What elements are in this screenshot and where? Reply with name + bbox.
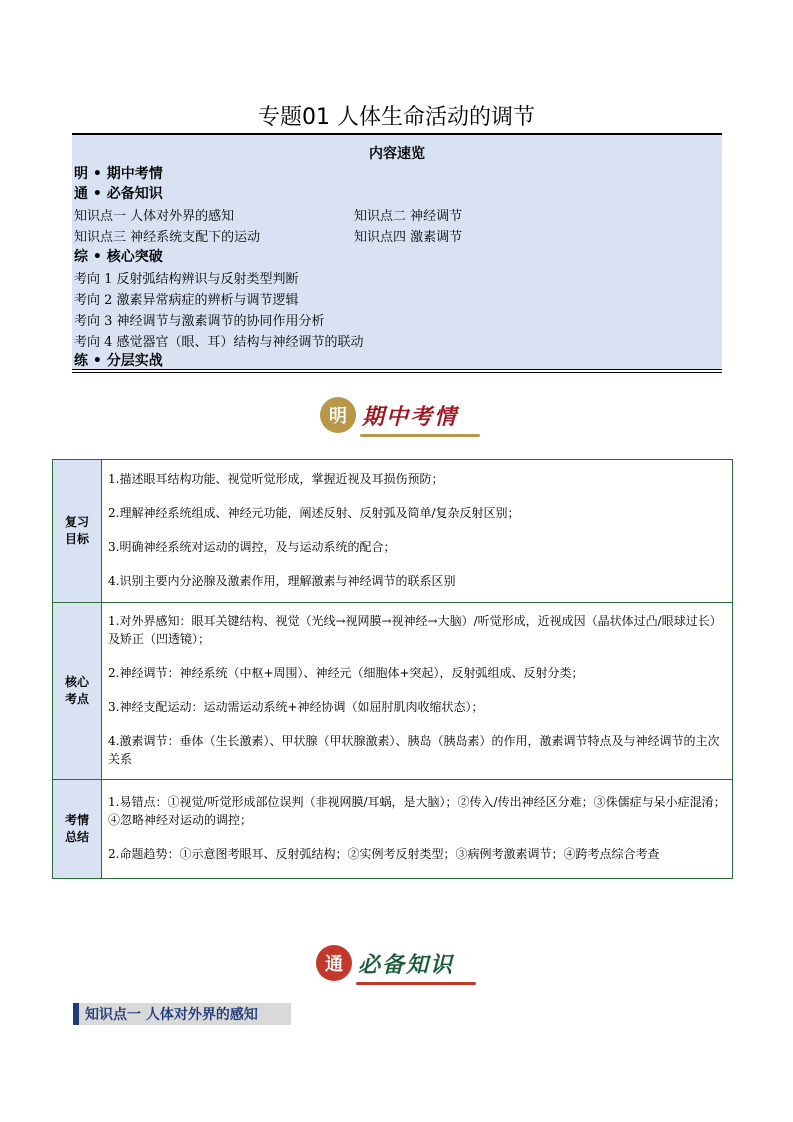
row-content: 1.对外界感知：眼耳关键结构、视觉（光线→视网膜→视神经→大脑）/听觉形成，近视成因（晶状体过凸/眼球过长）及矫正（凹透镜）； 2.神经调节：神经系统（中枢+周围）、神经元（细胞体+突起），反射弧组成、反射分类； 3.神经支配运动：运动需运动系统+神经协调（如屈肘肌肉收缩状态）； 4.激素调节：垂体（生长激素）、甲状腺（甲状腺激素）、胰岛（胰岛素）的作用，激素调节特点及与神经调节的主次关系 (102, 603, 733, 780)
direction-3: 考向 3 神经调节与激素调节的协同作用分析 (74, 314, 325, 329)
badge-title: 期中考情 (362, 403, 459, 430)
section-midterm-exam: 明 • 期中考情 (74, 166, 163, 182)
ming-seal-icon: 明 (320, 397, 356, 433)
page-title: 专题01 人体生命活动的调节 (258, 105, 535, 130)
direction-1: 考向 1 反射弧结构辨识与反射类型判断 (74, 272, 299, 287)
header-accent-bar (73, 1003, 79, 1025)
exam-analysis-table (52, 459, 733, 879)
midterm-exam-badge (320, 397, 458, 433)
section-essential-knowledge: 通 • 必备知识 (74, 186, 163, 202)
row-label: 考情 总结 (53, 780, 102, 879)
table-row (53, 460, 733, 603)
badge-title: 必备知识 (358, 951, 455, 978)
overview-double-rule (72, 369, 722, 373)
section-practice: 练 • 分层实战 (74, 353, 163, 369)
knowledge-point-4: 知识点四 激素调节 (354, 230, 463, 245)
row-label: 核心 考点 (53, 603, 102, 780)
row-content: 1.易错点：①视觉/听觉形成部位误判（非视网膜/耳蜗，是大脑）；②传入/传出神经区分难；③侏儒症与呆小症混淆；④忽略神经对运动的调控； 2.命题趋势：①示意图考眼耳、反射弧结构；②实例考反射类型；③病例考激素调节；④跨考点综合考查 (102, 780, 733, 879)
row-label: 复习 目标 (53, 460, 102, 603)
tong-seal-icon: 通 (316, 945, 352, 981)
table-row (53, 780, 733, 879)
direction-4: 考向 4 感觉器官（眼、耳）结构与神经调节的联动 (74, 335, 364, 350)
knowledge-point-3: 知识点三 神经系统支配下的运动 (74, 230, 261, 245)
essential-knowledge-badge (316, 945, 454, 981)
overview-heading: 内容速览 (369, 146, 425, 162)
content-overview-box (72, 133, 722, 370)
knowledge-point-2: 知识点二 神经调节 (354, 209, 463, 224)
table-row (53, 603, 733, 780)
knowledge-point-header (73, 1003, 291, 1025)
section-core-breakthrough: 综 • 核心突破 (74, 249, 163, 265)
direction-2: 考向 2 激素异常病症的辨析与调节逻辑 (74, 293, 299, 308)
row-content: 1.描述眼耳结构功能、视觉听觉形成，掌握近视及耳损伤预防； 2.理解神经系统组成、神经元功能，阐述反射、反射弧及简单/复杂反射区别； 3.明确神经系统对运动的调控，及与运动系统的配合； 4.识别主要内分泌腺及激素作用，理解激素与神经调节的联系区别 (102, 460, 733, 603)
badge-underline (360, 434, 480, 437)
knowledge-point-1: 知识点一 人体对外界的感知 (74, 209, 235, 224)
knowledge-point-title: 知识点一 人体对外界的感知 (85, 1007, 258, 1023)
badge-underline (356, 982, 476, 985)
